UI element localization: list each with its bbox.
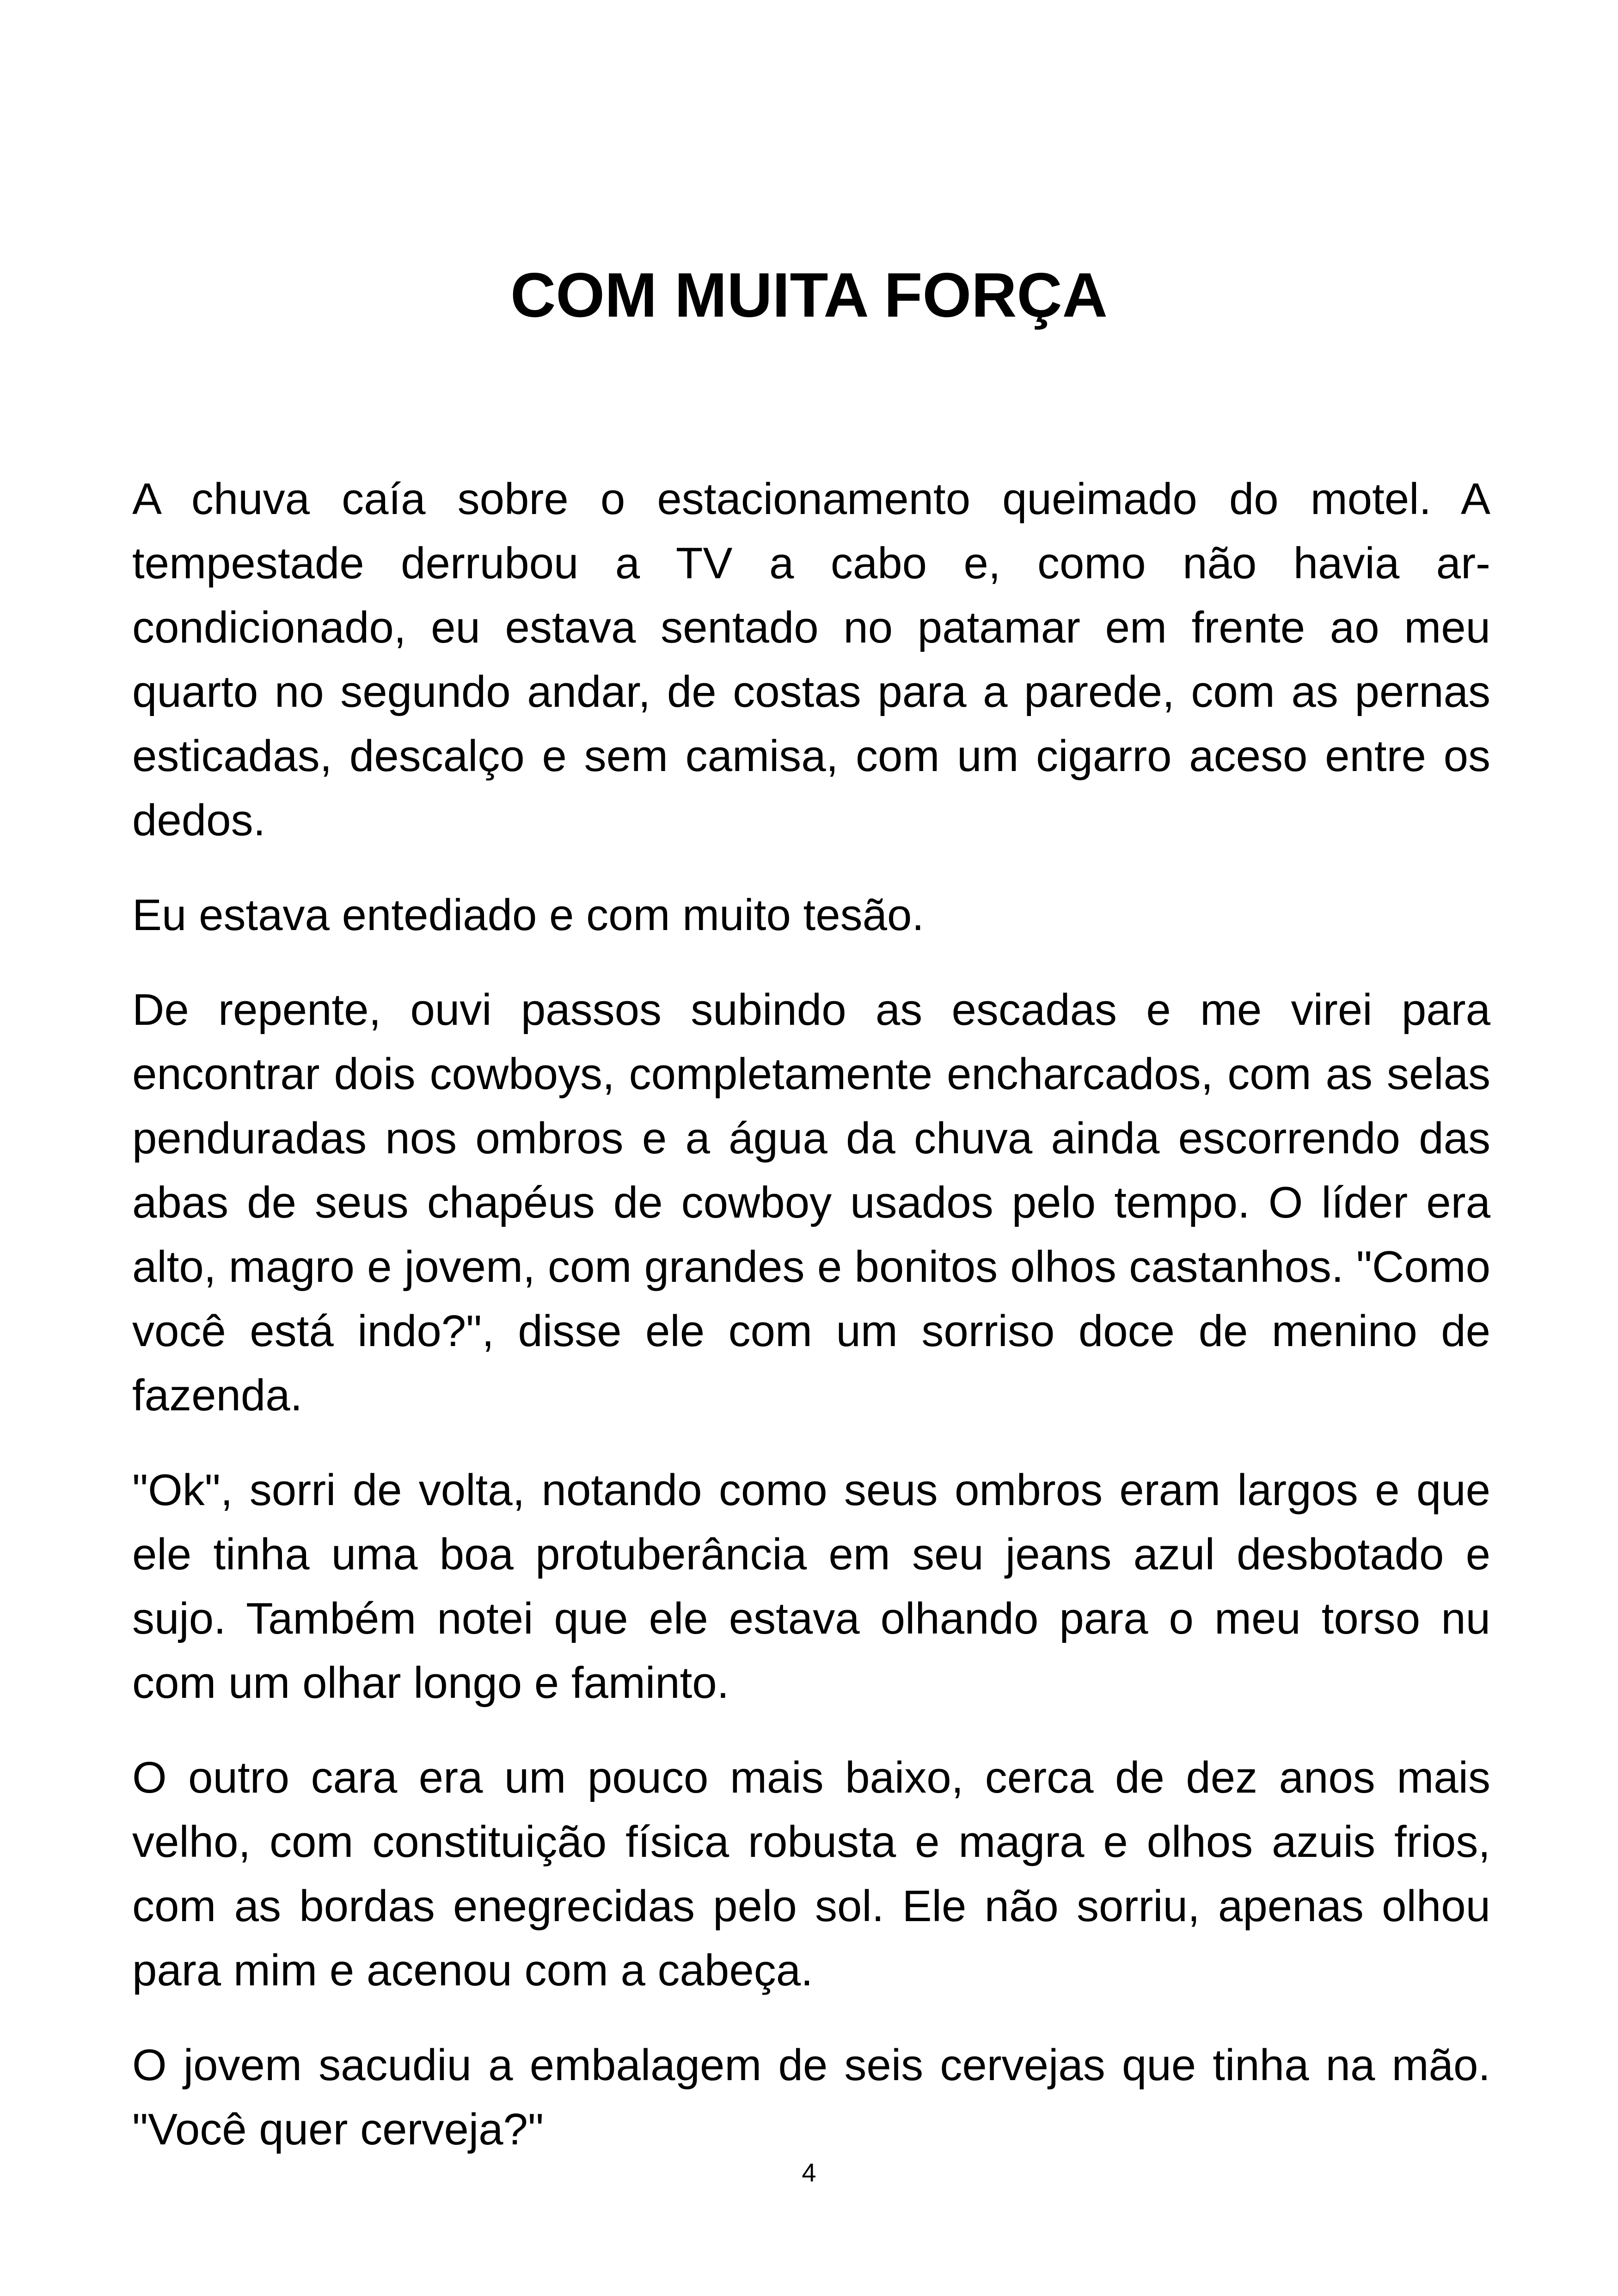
body-text [132, 467, 1490, 2192]
paragraph-2: Eu estava entediado e com muito tesão. [132, 890, 925, 940]
paragraph-6: O jovem sacudiu a embalagem de seis cervejas que tinha na mão. "Você quer cerveja?" [132, 2040, 1490, 2154]
chapter-title: COM MUITA FORÇA [510, 260, 1108, 330]
paragraph-5: O outro cara era um pouco mais baixo, cerca de dez anos mais velho, com constituição física robusta e magra e olhos azuis frios, com as bordas enegrecidas pelo sol. Ele não sorriu, apenas olhou para mim e acenou com a cabeça. [132, 1753, 1490, 1995]
page-number: 4 [802, 2158, 816, 2187]
paragraph-4: "Ok", sorri de volta, notando como seus ombros eram largos e que ele tinha uma boa protuberância em seu jeans azul desbotado e sujo. Também notei que ele estava olhando para o meu torso nu com um olhar longo e faminto. [132, 1465, 1490, 1708]
paragraph-3: De repente, ouvi passos subindo as escadas e me virei para encontrar dois cowboys, completamente encharcados, com as selas penduradas nos ombros e a água da chuva ainda escorrendo das abas de seus chapéus de cowboy usados pelo tempo. O líder era alto, magro e jovem, com grandes e bonitos olhos castanhos. "Como você está indo?", disse ele com um sorriso doce de menino de fazenda. [132, 985, 1490, 1420]
paragraph-1: A chuva caía sobre o estacionamento queimado do motel. A tempestade derrubou a TV a cabo e, como não havia ar-condicionado, eu estava sentado no patamar em frente ao meu quarto no segundo andar, de costas para a parede, com as pernas esticadas, descalço e sem camisa, com um cigarro aceso entre os dedos. [132, 474, 1490, 845]
